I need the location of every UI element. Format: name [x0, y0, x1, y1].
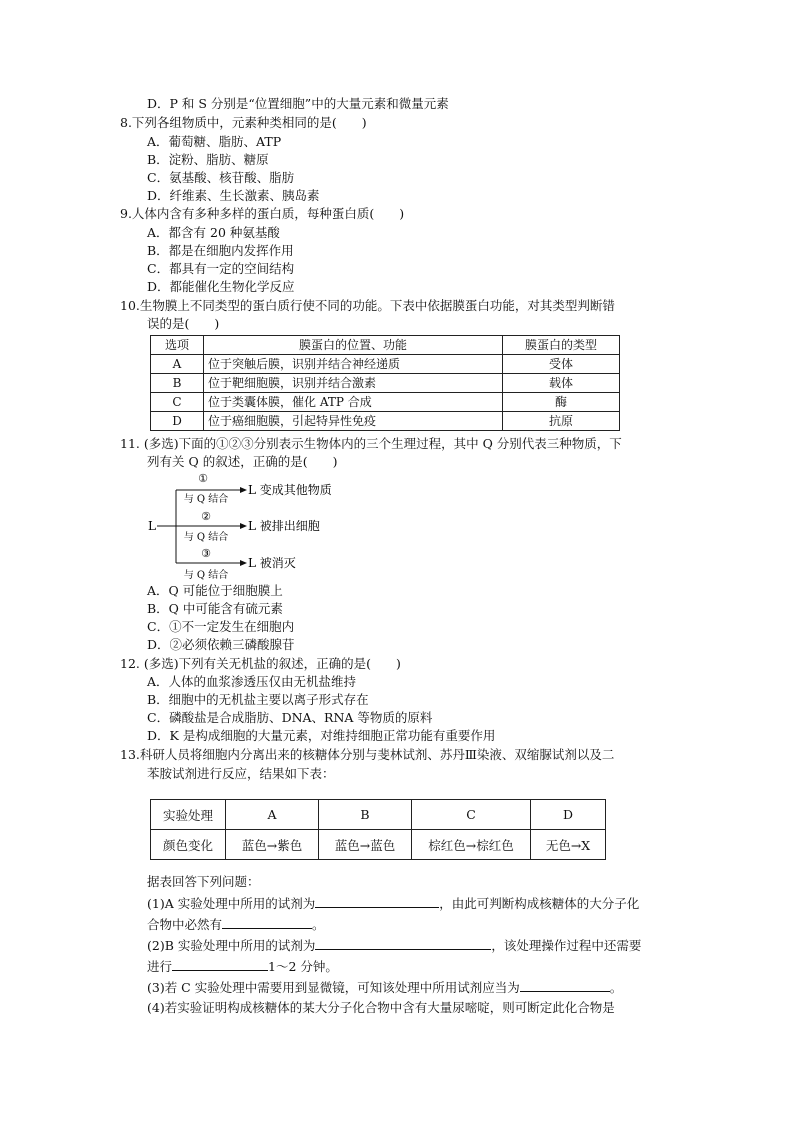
- table-header-cell: 实验处理: [151, 800, 226, 830]
- q9-stem: 9.人体内含有多种多样的蛋白质，每种蛋白质( ): [120, 206, 405, 221]
- table-header-cell: D: [531, 800, 606, 830]
- q10-stem-line2: 误的是( ): [147, 316, 220, 331]
- q11-stem-line1: 11. (多选)下面的①②③分别表示生物体内的三个生理过程，其中 Q 分别代表三种物质，下: [120, 436, 622, 451]
- q11-option-c: C．①不一定发生在细胞内: [147, 619, 295, 634]
- q11-option-a: A．Q 可能位于细胞膜上: [147, 583, 283, 598]
- table-cell: 蓝色→紫色: [226, 830, 319, 860]
- q13-prompt: 据表回答下列问题：: [147, 874, 260, 889]
- diagram-branch-2-condition: 与 Q 结合: [183, 532, 229, 543]
- diagram-branch-1-condition: 与 Q 结合: [183, 494, 229, 505]
- table-row: [151, 830, 606, 860]
- q9-option-c: C．都具有一定的空间结构: [147, 261, 295, 276]
- table-cell: A: [151, 355, 204, 374]
- q8-option-a: A．葡萄糖、脂肪、ATP: [147, 134, 282, 149]
- diagram-arrowhead-1: [240, 487, 247, 493]
- table-cell: 位于类囊体膜，催化 ATP 合成: [204, 393, 503, 412]
- q12-stem: 12. (多选)下列有关无机盐的叙述，正确的是( ): [120, 656, 401, 671]
- q12-option-d: D．K 是构成细胞的大量元素，对维持细胞正常功能有重要作用: [147, 728, 496, 743]
- table-row: [151, 393, 620, 412]
- diagram-branch-1-result: L 变成其他物质: [248, 483, 332, 497]
- diagram-branch-3-number: ③: [201, 547, 211, 560]
- q10-stem-line1: 10.生物膜上不同类型的蛋白质行使不同的功能。下表中依据膜蛋白功能，对其类型判断错: [120, 298, 615, 313]
- q8-option-c: C．氨基酸、核苷酸、脂肪: [147, 170, 295, 185]
- table-header-row: [151, 800, 606, 830]
- table-row: [151, 355, 620, 374]
- q11-process-diagram: [148, 470, 468, 582]
- table-cell: C: [151, 393, 204, 412]
- q13-part2-line2: 进行 1～2 分钟。: [147, 959, 338, 974]
- table-row: [151, 374, 620, 393]
- q13-stem-line2: 苯胺试剂进行反应，结果如下表：: [147, 766, 335, 781]
- q8-stem: 8.下列各组物质中，元素种类相同的是( ): [120, 115, 367, 130]
- q13-part2-line1: (2)B 实验处理中所用的试剂为 ，该处理操作过程中还需要: [147, 938, 642, 953]
- q9-option-d: D．都能催化生物化学反应: [147, 279, 295, 294]
- table-header-cell: C: [412, 800, 531, 830]
- q13-part4: (4)若实验证明构成核糖体的某大分子化合物中含有大量尿嘧啶，则可断定此化合物是: [147, 1000, 615, 1015]
- diagram-branch-1-number: ①: [198, 472, 208, 485]
- answer-blank[interactable]: [315, 894, 439, 908]
- q12-option-c: C．磷酸盐是合成脂肪、DNA、RNA 等物质的原料: [147, 710, 433, 725]
- table-cell: 受体: [503, 355, 620, 374]
- q8-option-d: D．纤维素、生长激素、胰岛素: [147, 188, 320, 203]
- diagram-branch-2-number: ②: [201, 510, 211, 523]
- table-cell: 位于癌细胞膜，引起特异性免疫: [204, 412, 503, 431]
- q7-option-d: D．P 和 S 分别是“位置细胞”中的大量元素和微量元素: [147, 96, 449, 111]
- answer-blank[interactable]: [222, 915, 312, 929]
- diagram-source-label: L: [148, 519, 156, 533]
- table-header-cell: A: [226, 800, 319, 830]
- table-cell: 颜色变化: [151, 830, 226, 860]
- table-header-row: [151, 336, 620, 355]
- table-cell: 位于突触后膜，识别并结合神经递质: [204, 355, 503, 374]
- q10-table: [150, 335, 620, 431]
- diagram-arrowhead-3: [240, 560, 247, 566]
- table-header-cell: 膜蛋白的类型: [503, 336, 620, 355]
- table-cell: B: [151, 374, 204, 393]
- q9-option-b: B．都是在细胞内发挥作用: [147, 243, 294, 258]
- diagram-branch-3-result: L 被消灭: [248, 556, 296, 570]
- diagram-branch-3-condition: 与 Q 结合: [183, 570, 229, 581]
- table-cell: 酶: [503, 393, 620, 412]
- q13-part1-line1: (1)A 实验处理中所用的试剂为 ，由此可判断构成核糖体的大分子化: [147, 896, 640, 911]
- table-cell: 载体: [503, 374, 620, 393]
- table-header-cell: 膜蛋白的位置、功能: [204, 336, 503, 355]
- table-cell: 无色→X: [531, 830, 606, 860]
- diagram-branch-2-result: L 被排出细胞: [248, 519, 320, 533]
- q12-option-a: A．人体的血浆渗透压仅由无机盐维持: [147, 674, 357, 689]
- table-cell: D: [151, 412, 204, 431]
- q9-option-a: A．都含有 20 种氨基酸: [147, 225, 280, 240]
- q12-option-b: B．细胞中的无机盐主要以离子形式存在: [147, 692, 369, 707]
- table-header-cell: 选项: [151, 336, 204, 355]
- diagram-arrowhead-2: [240, 523, 247, 529]
- q13-table: [150, 799, 606, 860]
- q13-part1-line2: 合物中必然有 。: [147, 917, 325, 932]
- q13-part3: (3)若 C 实验处理中需要用到显微镜，可知该处理中所用试剂应当为 。: [147, 980, 623, 995]
- q13-stem-line1: 13.科研人员将细胞内分离出来的核糖体分别与斐林试剂、苏丹Ⅲ染液、双缩脲试剂以及二: [120, 747, 615, 762]
- table-cell: 抗原: [503, 412, 620, 431]
- q11-stem-line2: 列有关 Q 的叙述，正确的是( ): [147, 454, 338, 469]
- table-header-cell: B: [319, 800, 412, 830]
- table-cell: 棕红色→棕红色: [412, 830, 531, 860]
- q11-option-d: D．②必须依赖三磷酸腺苷: [147, 637, 295, 652]
- q8-option-b: B．淀粉、脂肪、糖原: [147, 152, 269, 167]
- answer-blank[interactable]: [520, 978, 610, 992]
- table-cell: 位于靶细胞膜，识别并结合激素: [204, 374, 503, 393]
- answer-blank[interactable]: [315, 936, 491, 950]
- table-row: [151, 412, 620, 431]
- q11-option-b: B．Q 中可能含有硫元素: [147, 601, 283, 616]
- table-cell: 蓝色→蓝色: [319, 830, 412, 860]
- answer-blank[interactable]: [172, 957, 268, 971]
